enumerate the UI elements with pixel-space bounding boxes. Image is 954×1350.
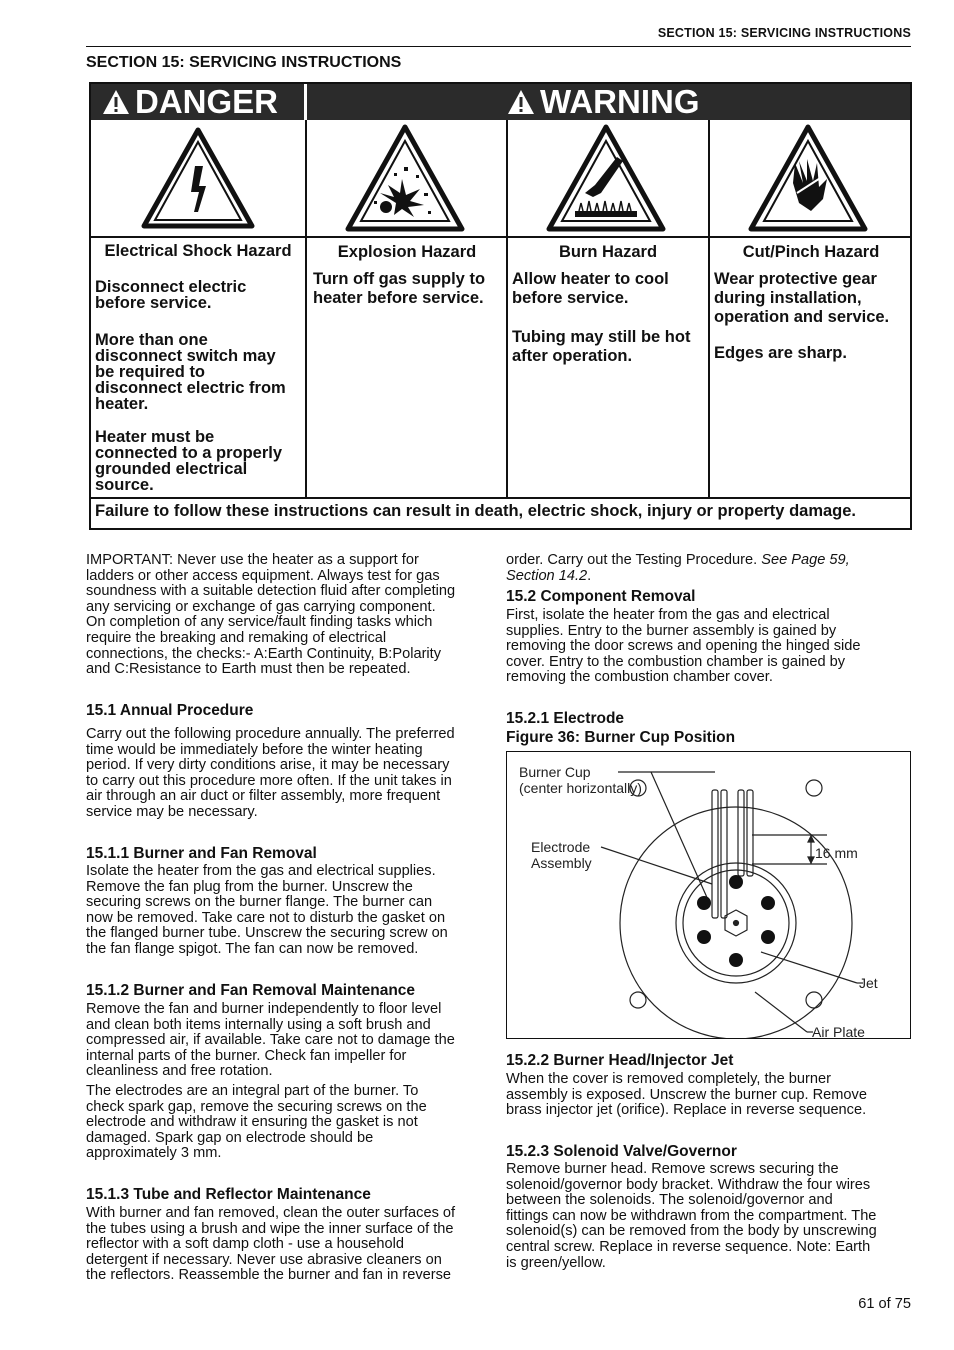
heading-15-2: 15.2 Component Removal (506, 588, 696, 605)
hazard-banner (91, 84, 910, 120)
cut-hand-icon (708, 122, 908, 236)
page-number: 61 of 75 (858, 1296, 911, 1312)
hazard-name-cut-pinch: Cut/Pinch Hazard (742, 243, 880, 261)
hazard-name-burn: Burn Hazard (558, 243, 658, 261)
electrode-rod (747, 790, 753, 876)
running-head: SECTION 15: SERVICING INSTRUCTIONS (657, 26, 911, 40)
label-electrode: Electrode (531, 839, 591, 855)
paragraph-15-1-2b: The electrodes are an integral part of the burner. To check spark gap, remove the securing screws on the electrode and withdraw it ensuring the gasket is not damaged. Spark gap on electrode should be approximately 3 mm. (86, 1083, 427, 1162)
warning-triangle-icon (506, 88, 536, 116)
danger-label: DANGER (135, 83, 279, 120)
label-burner-cup-note: (center horizontally) (519, 780, 642, 796)
paragraph-15-2-3: Remove burner head. Remove screws securing the solenoid/governor body bracket. Withdraw the four wires between the solenoids. The solenoid/governor and fittings can now be withdrawn from the compartment. The solenoid(s) can be removed from the body by unscrewing central screw. Replace in reverse sequence. Note: Earth is green/yellow. (506, 1161, 877, 1271)
burner-cup-diagram (507, 752, 910, 1038)
electric-shock-icon (98, 122, 298, 236)
heading-15-2-1: 15.2.1 Electrode (506, 710, 625, 727)
heading-15-1-1: 15.1.1 Burner and Fan Removal (86, 845, 317, 862)
heading-15-1: 15.1 Annual Procedure (86, 702, 254, 719)
header-rule (86, 46, 911, 47)
hazard-text-explosion: Turn off gas supply to heater before service. (313, 270, 486, 307)
row-divider (91, 497, 910, 499)
continued-paragraph: order. Carry out the Testing Procedure. See Page 59, Section 14.2. (506, 552, 850, 584)
paragraph-15-2: First, isolate the heater from the gas and electrical supplies. Entry to the burner assembly is gained by removing the door screws and opening the hinged side cover. Entry to the combustion chamber is gained by removing the combustion chamber cover. (506, 607, 861, 686)
hazard-table (89, 82, 912, 530)
hazard-name-electrical: Electrical Shock Hazard (104, 242, 292, 260)
hazard-text-electrical: Disconnect electric before service. More than one disconnect switch may be required to disconnect electric from heater. Heater must be connected to a properly grounded electrical source. (95, 278, 286, 494)
heading-15-1-3: 15.1.3 Tube and Reflector Maintenance (86, 1186, 371, 1203)
mounting-hole (806, 992, 822, 1008)
section-title: SECTION 15: SERVICING INSTRUCTIONS (86, 54, 402, 71)
burner-cup-figure (506, 751, 911, 1039)
heading-15-2-3: 15.2.3 Solenoid Valve/Governor (506, 1143, 737, 1160)
warning-banner (310, 84, 910, 120)
heading-15-1-2: 15.1.2 Burner and Fan Removal Maintenance (86, 982, 416, 999)
paragraph-15-2-2: When the cover is removed completely, the burner assembly is exposed. Unscrew the burner cup. Remove brass injector jet (orifice). Replace in reverse sequence. (506, 1071, 867, 1119)
paragraph-15-1-3: With burner and fan removed, clean the outer surfaces of the tubes using a brush and wipe the inner surface of the reflector with a soft damp cloth - use a household detergent if necessary. Never use abrasive cleaners on the reflectors. Reassemble the burner and fan in reverse (86, 1205, 456, 1284)
mounting-hole (630, 992, 646, 1008)
row-divider (91, 236, 910, 238)
important-note: IMPORTANT: Never use the heater as a support for ladders or other access equipment. Always test for gas soundness with a suitable detection fluid after completing any servicing or exchange of gas carrying component. On completion of any service/fault finding tasks which require the breaking and remaking of electrical connections, the checks:- A:Earth Continuity, B:Polarity and C:Resistance to Earth must then be repeated. (86, 552, 456, 678)
electrode-rod (721, 790, 727, 918)
label-electrode-assembly: Assembly (531, 855, 592, 871)
warning-label: WARNING (540, 83, 700, 120)
hazard-name-explosion: Explosion Hazard (337, 243, 477, 261)
paragraph-15-1: Carry out the following procedure annually. The preferred time would be immediately before the winter heating period. If very dirty conditions arise, it may be necessary to carry out this procedure more often. If the unit takes in air through an air duct or filter assembly, more frequent service may be necessary. (86, 726, 455, 820)
paragraph-15-1-2a: Remove the fan and burner independently to floor level and clean both items internally using a soft brush and compressed air, if available. Take care not to damage the internal parts of the burner. Check fan impeller for cleanliness and free rotation. (86, 1001, 455, 1080)
hazard-footer-warning: Failure to follow these instructions can result in death, electric shock, injury or property damage. (95, 502, 857, 520)
label-dimension: 16 mm (815, 845, 858, 861)
hot-surface-icon (506, 122, 706, 236)
figure-title: Figure 36: Burner Cup Position (506, 729, 736, 746)
heading-15-2-2: 15.2.2 Burner Head/Injector Jet (506, 1052, 734, 1069)
mounting-hole (806, 780, 822, 796)
explosion-icon (305, 122, 505, 236)
label-jet: Jet (859, 975, 878, 991)
label-air-plate: Air Plate (812, 1024, 865, 1038)
label-burner-cup: Burner Cup (519, 764, 591, 780)
danger-banner (91, 84, 307, 120)
hazard-text-burn: Allow heater to cool before service. Tubing may still be hot after operation. (512, 270, 691, 365)
warning-triangle-icon (101, 88, 131, 116)
hazard-text-cut-pinch: Wear protective gear during installation, operation and service. Edges are sharp. (714, 270, 890, 362)
paragraph-15-1-1: Isolate the heater from the gas and electrical supplies. Remove the fan plug from the burner. Unscrew the securing screws on the burner flange. The burner can now be removed. Take care not to disturb the gasket on the flanged burner tube. Unscrew the securing screw on the fan flange spigot. The fan can now be removed. (86, 863, 448, 957)
